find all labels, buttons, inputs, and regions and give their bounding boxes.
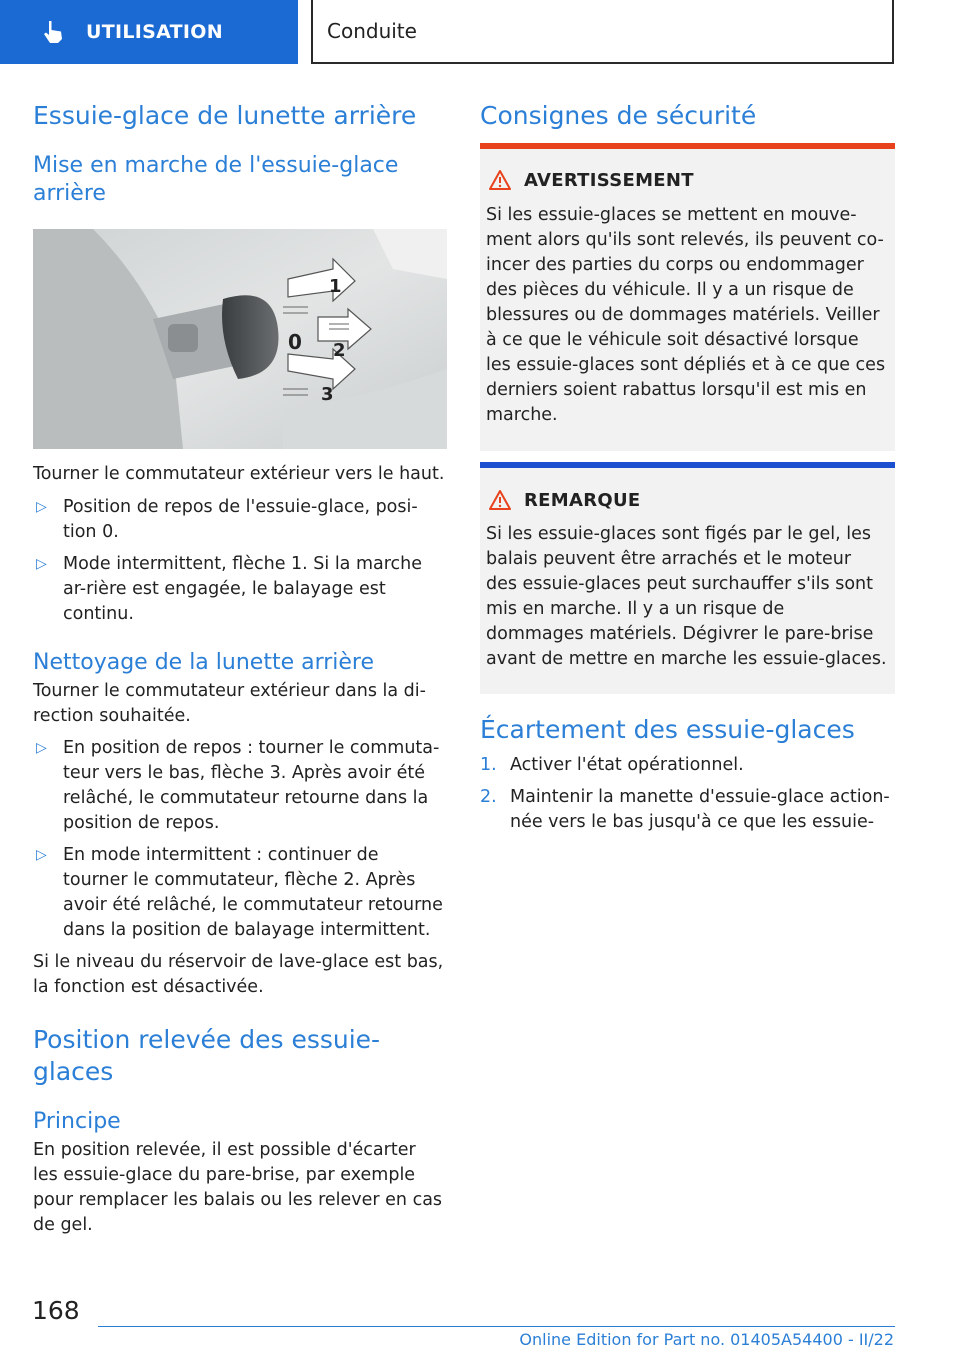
right-column xyxy=(480,100,895,132)
triangle-bullet-icon: ▷ xyxy=(36,847,47,863)
heading-spread-wipers: Écartement des essuie-glaces xyxy=(480,715,855,744)
left-column xyxy=(33,100,445,208)
list-item: ▷ Position de repos de l'essuie-glace, posi-tion 0. xyxy=(36,497,418,542)
notice-triangle-icon xyxy=(488,489,512,511)
triangle-bullet-icon: ▷ xyxy=(36,556,47,572)
triangle-bullet-icon: ▷ xyxy=(36,740,47,756)
paragraph-washer-low: Si le niveau du réservoir de lave-glace est bas, la fonction est désactivée. xyxy=(33,952,444,997)
figure-label-3: 3 xyxy=(321,384,334,405)
warning-bar xyxy=(480,143,895,149)
list-item: ▷ En position de repos : tourner le commuta-teur vers le bas, flèche 3. Après avoir été relâché, le commutateur retourne dans la position de repos. xyxy=(36,738,440,833)
heading-safety: Consignes de sécurité xyxy=(480,101,757,130)
notice-title: REMARQUE xyxy=(524,490,641,511)
list-item: ▷ En mode intermittent : continuer de tourner le commutateur, flèche 2. Après avoir été relâché, le commutateur retourne dans la position de balayage intermittent. xyxy=(36,845,443,940)
warning-triangle-icon xyxy=(488,169,512,191)
paragraph-turn-up: Tourner le commutateur extérieur vers le haut. xyxy=(33,464,445,484)
warning-text: Si les essuie-glaces se mettent en mouve-ment alors qu'ils sont relevés, ils peuvent co-incer des parties du corps ou endommager des pièces du véhicule. Il y a un risque de blessures ou de dommages matériels. Veiller à ce que le véhicule soit désactivé lorsque les essuie-glaces sont dépliés et à ce que ces derniers soient rabattus lorsqu'il est mis en marche. xyxy=(486,205,886,425)
paragraph-principle: En position relevée, il est possible d'écarter les essuie-glace du pare-brise, par exemple pour remplacer les balais ou les relever en cas de gel. xyxy=(33,1140,443,1235)
wiper-switch-figure xyxy=(33,229,447,449)
list-item: 2. Maintenir la manette d'essuie-glace action-née vers le bas jusqu'à ce que les essuie- xyxy=(480,787,890,832)
notice-bar xyxy=(480,462,895,468)
left-column-body xyxy=(33,462,445,1238)
page-number: 168 xyxy=(32,1296,80,1325)
chapter-box xyxy=(311,0,894,64)
heading-principle: Principe xyxy=(33,1109,121,1134)
heading-clean-rear-window: Nettoyage de la lunette arrière xyxy=(33,650,375,675)
warning-title: AVERTISSEMENT xyxy=(524,170,694,191)
figure-label-2: 2 xyxy=(333,340,346,361)
footer-edition: Online Edition for Part no. 01405A54400 - II/22 xyxy=(519,1330,894,1349)
figure-label-1: 1 xyxy=(329,276,342,297)
chapter-title: Conduite xyxy=(327,19,417,43)
list-item: 1. Activer l'état opérationnel. xyxy=(480,755,744,775)
section-tab xyxy=(0,0,298,64)
warning-box xyxy=(480,143,895,451)
wiper-stalk-illustration xyxy=(33,229,447,449)
notice-text: Si les essuie-glaces sont figés par le gel, les balais peuvent être arrachés et le moteur des essuie-glaces peut surchauffer s'ils sont mis en marche. Il y a un risque de dommages matériels. Dégivrer le pare-brise avant de mettre en marche les essuie-glaces. xyxy=(486,524,887,669)
list-item: ▷ Mode intermittent, flèche 1. Si la marche ar-rière est engagée, le balayage est continu. xyxy=(36,554,423,624)
paragraph-turn-direction: Tourner le commutateur extérieur dans la di-rection souhaitée. xyxy=(33,681,426,726)
heading-start-rear-wiper: Mise en marche de l'essuie-glace arrière xyxy=(33,153,399,206)
heading-rear-wiper: Essuie-glace de lunette arrière xyxy=(33,101,417,130)
hand-pointer-icon xyxy=(40,19,66,45)
right-column-lower xyxy=(480,714,895,835)
footer-divider xyxy=(98,1326,895,1327)
heading-raised-position: Position relevée des essuie-glaces xyxy=(33,1025,381,1086)
notice-box xyxy=(480,462,895,694)
section-title: UTILISATION xyxy=(86,21,223,43)
figure-label-0: 0 xyxy=(288,330,302,354)
triangle-bullet-icon: ▷ xyxy=(36,499,47,515)
